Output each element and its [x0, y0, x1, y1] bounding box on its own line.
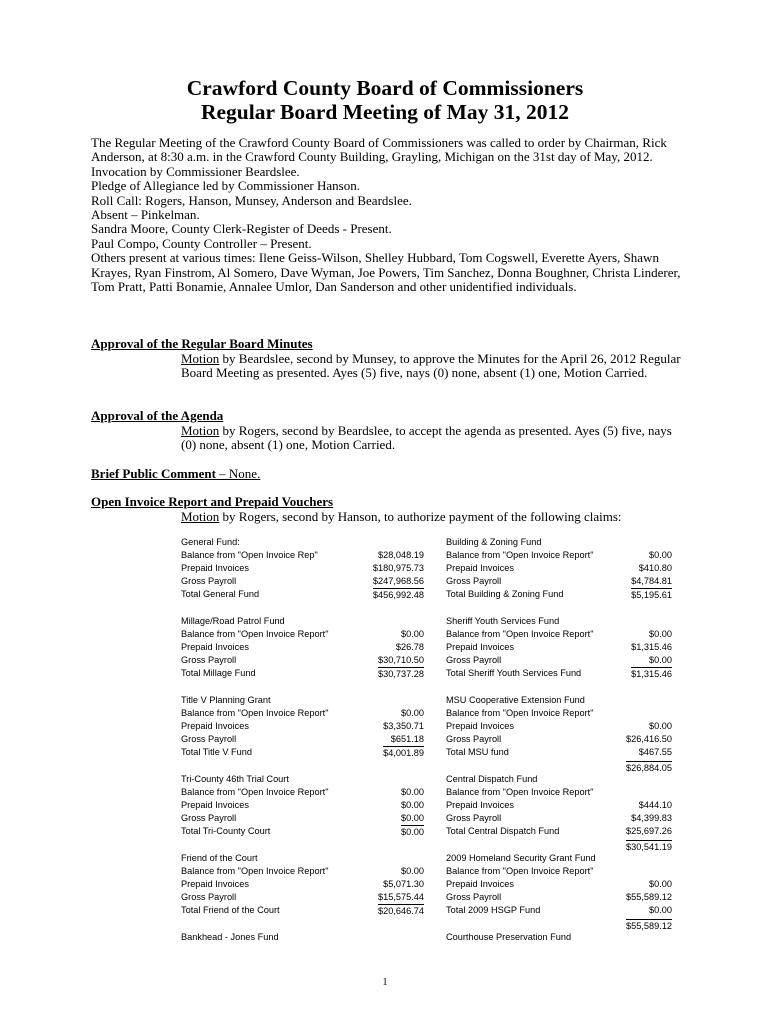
- fund-name-label: Courthouse Preservation Fund: [446, 932, 572, 942]
- fund-row-label: Total Millage Fund: [181, 668, 256, 679]
- fund-row-amount: $26.78: [395, 642, 424, 653]
- fund-row-label: Gross Payroll: [446, 576, 502, 587]
- agenda-motion-text: by Rogers, second by Beardslee, to accept the agenda as presented. Ayes (5) five, nays (0) none, absent (1) one, Motion Carried.: [181, 423, 672, 453]
- fund-name: [181, 536, 424, 549]
- fund-row-amount: $0.00: [401, 827, 424, 838]
- fund-name-label: Friend of the Court: [181, 853, 258, 863]
- fund-name: [181, 615, 424, 628]
- fund-row: [446, 812, 672, 825]
- fund-name: [446, 852, 672, 865]
- fund-row-label: Gross Payroll: [446, 892, 502, 903]
- fund-name-label: Title V Planning Grant: [181, 695, 271, 705]
- fund-row-amount: $28,048.19: [378, 550, 424, 561]
- public-comment-text: – None.: [215, 466, 261, 481]
- fund-row-label: Total 2009 HSGP Fund: [446, 905, 541, 916]
- fund-row: [181, 720, 424, 733]
- fund-row: [181, 786, 424, 799]
- fund-row-label: Gross Payroll: [181, 734, 237, 745]
- fund-total-row: [181, 667, 424, 680]
- fund-block: [446, 852, 672, 917]
- fund-total-row: [446, 588, 672, 601]
- fund-block: [181, 615, 424, 680]
- fund-row: [446, 549, 672, 562]
- fund-row-label: Prepaid Invoices: [181, 563, 249, 574]
- fund-row: [446, 720, 672, 733]
- fund-row-label: Balance from "Open Invoice Report": [181, 866, 329, 877]
- absent-text: Absent – Pinkelman.: [91, 207, 200, 223]
- clerk-text: Sandra Moore, County Clerk-Register of Deeds - Present.: [91, 221, 392, 237]
- fund-name: [446, 536, 672, 549]
- motion-word: Motion: [181, 423, 220, 438]
- fund-row-label: Balance from "Open Invoice Report": [446, 866, 594, 877]
- call-to-order-text: The Regular Meeting of the Crawford County Board of Commissioners was called to order by Chairman, Rick Anderson, at 8:30 a.m. in the Crawford County Building, Grayling, Michigan on the 31st day of May, 2012.: [91, 135, 667, 165]
- minutes-motion-text: by Beardslee, second by Munsey, to approve the Minutes for the April 26, 2012 Regular Board Meeting as presented. Ayes (5) five, nays (0) none, absent (1) one, Motion Carried.: [181, 351, 681, 381]
- fund-row: [446, 628, 672, 641]
- fund-row-amount: $0.00: [401, 800, 424, 811]
- fund-row-label: Prepaid Invoices: [181, 879, 249, 890]
- fund-row-label: Total Tri-County Court: [181, 826, 271, 837]
- fund-block: [446, 931, 672, 944]
- fund-row: [181, 641, 424, 654]
- fund-row-amount: $4,399.83: [631, 813, 672, 824]
- fund-name: [446, 694, 672, 707]
- fund-row-amount: $4,784.81: [631, 576, 672, 587]
- minutes-heading: Approval of the Regular Board Minutes: [91, 336, 313, 351]
- fund-row-label: Total Building & Zoning Fund: [446, 589, 564, 600]
- fund-row-label: Balance from "Open Invoice Report": [446, 629, 594, 640]
- fund-row-label: Gross Payroll: [446, 734, 502, 745]
- fund-block: [446, 773, 672, 838]
- fund-total-row: [181, 746, 424, 759]
- fund-row: [181, 733, 424, 746]
- fund-grand-total-amount: $26,884.05: [626, 762, 672, 773]
- fund-row-amount: $0.00: [649, 879, 672, 890]
- fund-row-amount: $55,589.12: [626, 892, 672, 903]
- fund-row-label: Gross Payroll: [181, 576, 237, 587]
- fund-row-label: Prepaid Invoices: [446, 800, 514, 811]
- fund-name-label: Tri-County 46th Trial Court: [181, 774, 289, 784]
- minutes-motion: [181, 352, 681, 381]
- fund-name-label: Sheriff Youth Services Fund: [446, 616, 560, 626]
- fund-row-label: Prepaid Invoices: [446, 563, 514, 574]
- fund-row-label: Balance from "Open Invoice Report": [446, 708, 594, 719]
- fund-name: [446, 931, 672, 944]
- fund-row-amount: $444.10: [638, 800, 672, 811]
- fund-row: [181, 891, 424, 904]
- fund-row: [181, 799, 424, 812]
- fund-row: [181, 865, 424, 878]
- fund-row-amount: $0.00: [649, 721, 672, 732]
- fund-row: [446, 799, 672, 812]
- fund-grand-total: [446, 840, 672, 853]
- fund-row: [446, 865, 672, 878]
- fund-row-label: Total MSU fund: [446, 747, 509, 758]
- fund-row: [181, 562, 424, 575]
- fund-total-row: [181, 825, 424, 838]
- fund-row-amount: $25,697.26: [626, 826, 672, 837]
- fund-name-label: Bankhead - Jones Fund: [181, 932, 279, 942]
- fund-row-amount: $0.00: [401, 787, 424, 798]
- fund-row-amount: $456,992.48: [372, 590, 424, 601]
- fund-row-label: Prepaid Invoices: [181, 642, 249, 653]
- fund-row-amount: $26,416.50: [626, 734, 672, 745]
- fund-block: [181, 536, 424, 601]
- controller-text: Paul Compo, County Controller – Present.: [91, 235, 312, 251]
- fund-row-amount: $1,315.46: [631, 642, 672, 653]
- fund-row-amount: $5,071.30: [383, 879, 424, 890]
- fund-grand-total-amount: $55,589.12: [626, 920, 672, 931]
- fund-row-label: Balance from "Open Invoice Report": [181, 708, 329, 719]
- fund-block: [181, 852, 424, 917]
- fund-name-label: MSU Cooperative Extension Fund: [446, 695, 585, 705]
- fund-row-label: Gross Payroll: [446, 813, 502, 824]
- fund-row-amount: $467.55: [638, 747, 672, 758]
- fund-block: [446, 536, 672, 601]
- fund-row-amount: $651.18: [390, 734, 424, 745]
- fund-row: [446, 746, 672, 759]
- fund-row: [181, 812, 424, 825]
- fund-block: [181, 694, 424, 759]
- document-subtitle: Regular Board Meeting of May 31, 2012: [200, 100, 570, 124]
- fund-row-label: Gross Payroll: [181, 813, 237, 824]
- fund-row: [446, 891, 672, 904]
- invocation-text: Invocation by Commissioner Beardslee.: [91, 163, 300, 179]
- fund-row-label: Prepaid Invoices: [181, 800, 249, 811]
- fund-row-label: Gross Payroll: [181, 892, 237, 903]
- invoices-motion: [181, 510, 651, 524]
- fund-row-amount: $20,646.74: [378, 906, 424, 917]
- agenda-motion: [181, 424, 681, 453]
- roll-call-text: Roll Call: Rogers, Hanson, Munsey, Anderson and Beardslee.: [91, 192, 412, 208]
- fund-row: [446, 654, 672, 667]
- fund-name-label: Millage/Road Patrol Fund: [181, 616, 285, 626]
- fund-row: [181, 878, 424, 891]
- fund-block: [181, 773, 424, 838]
- fund-row-amount: $0.00: [649, 629, 672, 640]
- fund-name-label: Central Dispatch Fund: [446, 774, 538, 784]
- fund-row-amount: $410.80: [638, 563, 672, 574]
- fund-row-amount: $15,575.44: [378, 892, 424, 903]
- fund-row-label: Gross Payroll: [446, 655, 502, 666]
- fund-row: [446, 641, 672, 654]
- fund-row: [446, 904, 672, 917]
- fund-row: [446, 825, 672, 838]
- pledge-text: Pledge of Allegiance led by Commissioner Hanson.: [91, 178, 360, 194]
- fund-row-label: Prepaid Invoices: [446, 642, 514, 653]
- motion-word: Motion: [181, 351, 220, 366]
- fund-row: [181, 707, 424, 720]
- fund-row-label: Prepaid Invoices: [181, 721, 249, 732]
- page-number: 1: [382, 977, 388, 988]
- invoices-heading: Open Invoice Report and Prepaid Vouchers: [91, 494, 334, 509]
- fund-total-row: [181, 588, 424, 601]
- fund-block: [446, 694, 672, 759]
- fund-row-amount: $1,315.46: [631, 669, 672, 680]
- fund-name: [181, 931, 424, 944]
- fund-name: [181, 694, 424, 707]
- fund-row: [181, 575, 424, 588]
- fund-grand-total: [446, 761, 672, 774]
- fund-name-label: General Fund:: [181, 537, 240, 547]
- public-comment-heading: Brief Public Comment: [91, 466, 216, 481]
- fund-row-amount: $0.00: [649, 655, 672, 666]
- fund-name: [446, 773, 672, 786]
- fund-row-label: Total Central Dispatch Fund: [446, 826, 560, 837]
- fund-row-amount: $3,350.71: [383, 721, 424, 732]
- agenda-heading: Approval of the Agenda: [91, 408, 224, 423]
- fund-row-amount: $0.00: [401, 629, 424, 640]
- fund-row-label: Total Title V Fund: [181, 747, 252, 758]
- fund-row: [181, 628, 424, 641]
- public-comment: [91, 467, 260, 481]
- fund-row-amount: $0.00: [649, 550, 672, 561]
- fund-row-amount: $0.00: [401, 813, 424, 824]
- fund-name-label: Building & Zoning Fund: [446, 537, 542, 547]
- fund-row-amount: $0.00: [649, 905, 672, 916]
- fund-name: [181, 852, 424, 865]
- fund-row-label: Prepaid Invoices: [446, 879, 514, 890]
- fund-grand-total: [446, 919, 672, 932]
- fund-grand-total-amount: $30,541.19: [626, 841, 672, 852]
- fund-row-amount: $30,737.28: [378, 669, 424, 680]
- fund-name: [181, 773, 424, 786]
- fund-row-label: Prepaid Invoices: [446, 721, 514, 732]
- fund-row-label: Balance from "Open Invoice Report": [446, 787, 594, 798]
- fund-row: [446, 575, 672, 588]
- fund-row: [181, 654, 424, 667]
- fund-row-label: Gross Payroll: [181, 655, 237, 666]
- fund-total-row: [181, 904, 424, 917]
- document-title: Crawford County Board of Commissioners: [186, 76, 584, 100]
- fund-row-amount: $247,968.56: [372, 576, 424, 587]
- fund-row: [446, 878, 672, 891]
- fund-row: [446, 733, 672, 746]
- fund-row-label: Balance from "Open Invoice Report": [181, 629, 329, 640]
- fund-row-amount: $5,195.61: [631, 590, 672, 601]
- others-present-text: Others present at various times: Ilene Geiss-Wilson, Shelley Hubbard, Tom Cogswell, Everette Ayers, Shawn Krayes, Ryan Finstrom, Al Somero, Dave Wyman, Joe Powers, Tim Sanchez, Donna Boughner, Christa Linderer, Tom Pratt, Patti Bonamie, Annalee Umlor, Dan Sanderson and other unidentified individuals.: [91, 250, 681, 295]
- fund-row-amount: $180,975.73: [372, 563, 424, 574]
- fund-row-label: Total General Fund: [181, 589, 260, 600]
- fund-name: [446, 615, 672, 628]
- fund-row-amount: $0.00: [401, 866, 424, 877]
- motion-word: Motion: [181, 509, 220, 524]
- intro-block: [91, 136, 691, 294]
- fund-row: [446, 562, 672, 575]
- fund-row-amount: $0.00: [401, 708, 424, 719]
- fund-block: [446, 615, 672, 680]
- fund-row: [446, 786, 672, 799]
- invoices-motion-text: by Rogers, second by Hanson, to authorize payment of the following claims:: [219, 509, 622, 524]
- fund-row: [446, 707, 672, 720]
- fund-block: [181, 931, 424, 944]
- fund-row-amount: $4,001.89: [383, 748, 424, 759]
- fund-total-row: [446, 667, 672, 680]
- fund-row-label: Balance from "Open Invoice Report": [181, 787, 329, 798]
- fund-row-label: Total Sheriff Youth Services Fund: [446, 668, 582, 679]
- fund-row-label: Total Friend of the Court: [181, 905, 280, 916]
- fund-row: [181, 549, 424, 562]
- fund-name-label: 2009 Homeland Security Grant Fund: [446, 853, 596, 863]
- fund-row-label: Balance from "Open Invoice Report": [446, 550, 594, 561]
- fund-row-label: Balance from "Open Invoice Rep": [181, 550, 318, 561]
- fund-row-amount: $30,710.50: [378, 655, 424, 666]
